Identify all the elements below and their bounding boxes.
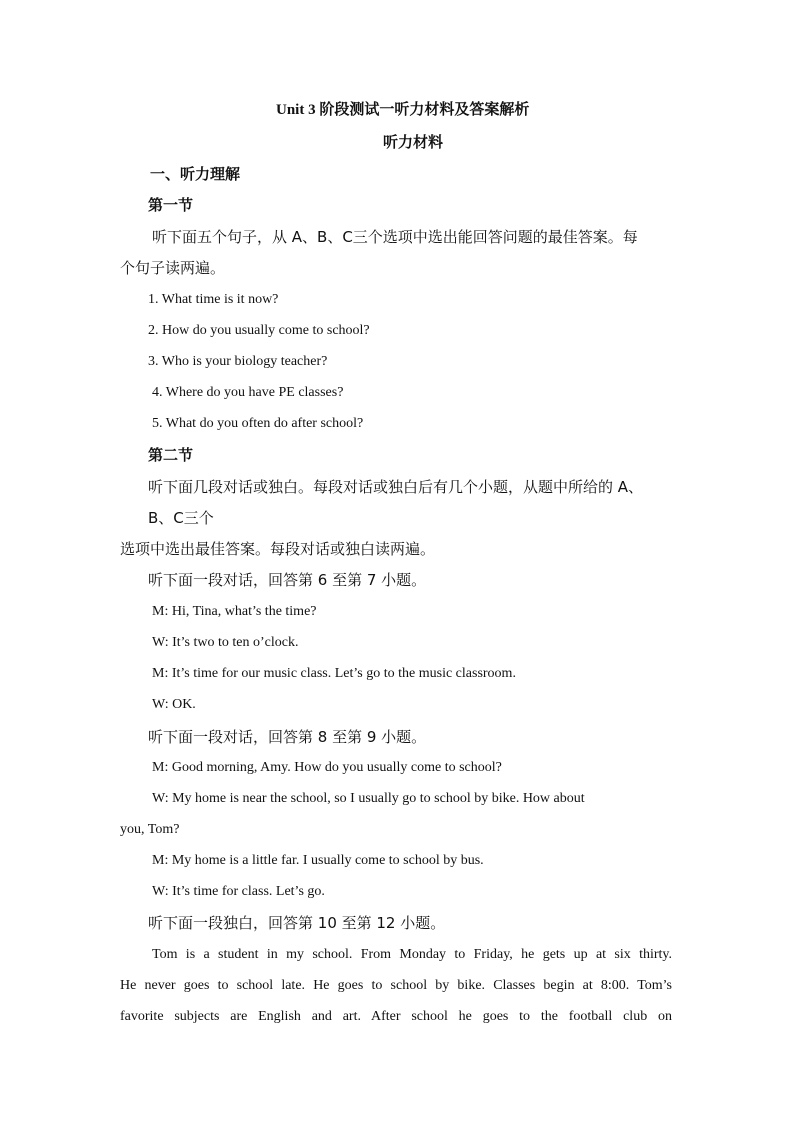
page-title: Unit 3 阶段测试一听力材料及答案解析 xyxy=(276,102,530,118)
dialog1-line: M: Hi, Tina, what’s the time? xyxy=(152,604,317,619)
section2-instruction-cont: B、C三个 xyxy=(148,509,214,527)
dialog2-line: M: Good morning, Amy. How do you usually come to school? xyxy=(152,760,502,775)
section1-instruction: 听下面五个句子，从 A、B、C三个选项中选出能回答问题的最佳答案。每 xyxy=(152,228,638,246)
dialog1-prompt: 听下面一段对话，回答第 6 至第 7 小题。 xyxy=(148,571,427,589)
question-item-4: 4. Where do you have PE classes? xyxy=(152,385,344,400)
dialog1-line: W: OK. xyxy=(152,697,196,712)
monologue-line: He never goes to school late. He goes to school by bike. Classes begin at 8:00. Tom’s xyxy=(120,978,672,993)
monologue-line: favorite subjects are English and art. After school he goes to the football club on xyxy=(120,1009,672,1024)
dialog2-line-cont: you, Tom? xyxy=(120,822,180,837)
monologue-prompt: 听下面一段独白，回答第 10 至第 12 小题。 xyxy=(148,914,446,932)
question-item-3: 3. Who is your biology teacher? xyxy=(148,354,328,369)
section2-instruction: 听下面几段对话或独白。每段对话或独白后有几个小题，从题中所给的 A、 xyxy=(148,478,644,496)
section2-heading: 第二节 xyxy=(148,446,194,464)
page-subtitle: 听力材料 xyxy=(383,133,444,151)
part-heading: 一、听力理解 xyxy=(150,165,241,183)
dialog2-line: M: My home is a little far. I usually come to school by bus. xyxy=(152,853,484,868)
dialog1-line: W: It’s two to ten o’clock. xyxy=(152,635,299,650)
dialog2-line: W: It’s time for class. Let’s go. xyxy=(152,884,325,899)
question-item-2: 2. How do you usually come to school? xyxy=(148,323,370,338)
dialog1-line: M: It’s time for our music class. Let’s go to the music classroom. xyxy=(152,666,516,681)
dialog2-line: W: My home is near the school, so I usually go to school by bike. How about xyxy=(152,791,585,806)
monologue-line: Tom is a student in my school. From Monday to Friday, he gets up at six thirty. xyxy=(152,947,672,962)
dialog2-prompt: 听下面一段对话，回答第 8 至第 9 小题。 xyxy=(148,728,427,746)
section1-heading: 第一节 xyxy=(148,196,194,214)
section1-instruction-cont: 个句子读两遍。 xyxy=(120,259,226,277)
section2-instruction-end: 选项中选出最佳答案。每段对话或独白读两遍。 xyxy=(120,540,436,558)
question-item-1: 1. What time is it now? xyxy=(148,292,279,307)
question-item-5: 5. What do you often do after school? xyxy=(152,416,364,431)
